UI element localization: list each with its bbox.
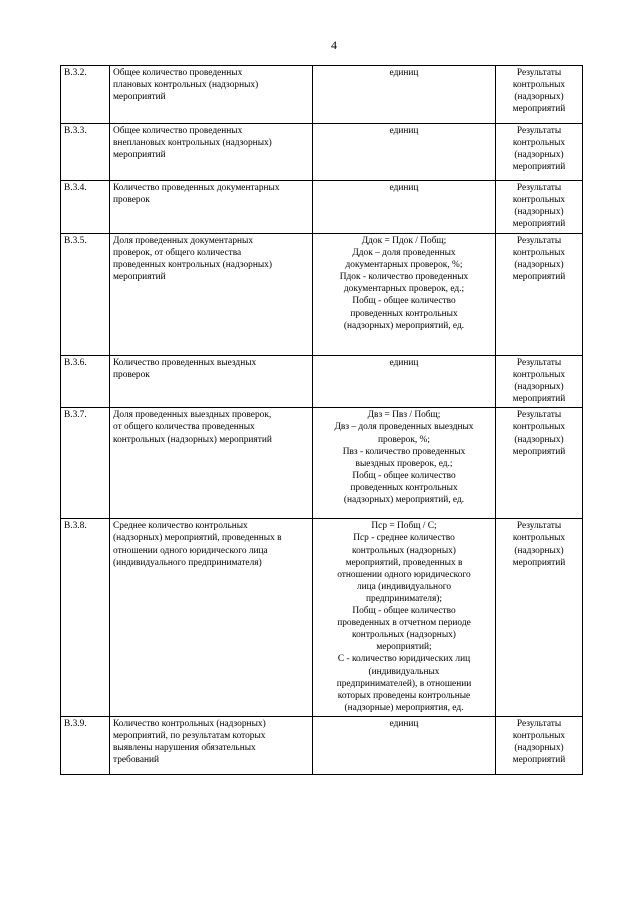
indicator-name bbox=[110, 356, 313, 408]
table-row bbox=[61, 181, 583, 234]
indicator-source-line: (надзорных) bbox=[514, 207, 564, 218]
indicator-source-line: мероприятий bbox=[512, 272, 566, 283]
indicator-formula-line: Пвз - количество проведенных bbox=[342, 446, 466, 457]
indicator-source-line: мероприятий bbox=[512, 755, 566, 766]
indicator-code: В.3.4. bbox=[61, 181, 110, 234]
indicator-formula-line: единиц bbox=[389, 358, 419, 368]
indicator-name-line: внеплановых контрольных (надзорных) bbox=[113, 138, 272, 149]
indicator-name-line: Доля проведенных выездных проверок, bbox=[113, 410, 272, 421]
indicator-source bbox=[496, 234, 583, 356]
indicator-name bbox=[110, 124, 313, 181]
indicator-formula-line: Пср = Побщ / С; bbox=[371, 521, 437, 532]
indicator-formula-line: Побщ - общее количество bbox=[352, 606, 456, 617]
indicator-name-line: проверок bbox=[113, 370, 150, 381]
indicator-name-line: Количество проведенных документарных bbox=[113, 183, 280, 193]
indicator-code: В.3.3. bbox=[61, 124, 110, 181]
indicator-formula-line: отношении одного юридического bbox=[337, 569, 471, 580]
indicator-formula bbox=[313, 181, 496, 234]
indicator-formula-line: (надзорных) мероприятий, ед. bbox=[343, 320, 465, 331]
indicator-formula-line: лица (индивидуального bbox=[356, 581, 452, 592]
indicator-name-line: Количество проведенных выездных bbox=[113, 358, 257, 368]
indicator-source-line: (надзорных) bbox=[514, 545, 564, 556]
indicator-source-line: контрольных bbox=[512, 730, 566, 741]
table-row bbox=[61, 408, 583, 519]
indicator-name-line: мероприятий bbox=[113, 92, 166, 103]
indicator-formula-line: контрольных (надзорных) bbox=[352, 545, 456, 556]
indicator-name-line: отношении одного юридического лица bbox=[113, 545, 268, 556]
indicator-source-line: мероприятий bbox=[512, 104, 566, 115]
indicator-source bbox=[496, 356, 583, 408]
indicator-name bbox=[110, 234, 313, 356]
indicator-code: В.3.8. bbox=[61, 519, 110, 717]
indicator-formula-line: Побщ - общее количество bbox=[352, 470, 456, 481]
indicator-source-line: (надзорных) bbox=[514, 382, 564, 393]
indicator-formula-line: (надзорные) мероприятия, ед. bbox=[344, 702, 464, 713]
indicator-name bbox=[110, 408, 313, 519]
indicator-source-line: Результаты bbox=[516, 236, 562, 246]
indicator-name-line: Среднее количество контрольных bbox=[113, 521, 248, 532]
indicator-formula-line: Двз = Пвз / Побщ; bbox=[367, 410, 441, 421]
indicator-source bbox=[496, 66, 583, 124]
indicator-name-line: Общее количество проведенных bbox=[113, 126, 243, 136]
table-row bbox=[61, 124, 583, 181]
indicator-formula-line: единиц bbox=[389, 183, 419, 193]
indicator-formula-line: документарных проверок, ед.; bbox=[343, 284, 465, 295]
indicator-name-line: от общего количества проведенных bbox=[113, 422, 255, 433]
indicator-code: В.3.2. bbox=[61, 66, 110, 124]
indicator-name-line: проведенных контрольных (надзорных) bbox=[113, 260, 272, 271]
indicator-formula-line: выездных проверок, ед.; bbox=[355, 458, 453, 469]
table-row bbox=[61, 66, 583, 124]
indicator-source bbox=[496, 716, 583, 774]
indicator-source-line: (надзорных) bbox=[514, 434, 564, 445]
indicator-name-line: Общее количество проведенных bbox=[113, 68, 243, 78]
indicator-name-line: мероприятий, по результатам которых bbox=[113, 730, 266, 741]
indicator-formula bbox=[313, 124, 496, 181]
indicator-formula bbox=[313, 234, 496, 356]
indicator-source-line: (надзорных) bbox=[514, 92, 564, 103]
indicator-source-line: (надзорных) bbox=[514, 743, 564, 754]
indicator-formula bbox=[313, 519, 496, 717]
indicator-formula-line: мероприятий, проведенных в bbox=[345, 557, 463, 568]
indicator-source-line: Результаты bbox=[516, 68, 562, 78]
indicator-source-line: контрольных bbox=[512, 138, 566, 149]
indicator-source-line: мероприятий bbox=[512, 219, 566, 230]
indicator-source-line: (надзорных) bbox=[514, 150, 564, 161]
indicator-source-line: Результаты bbox=[516, 718, 562, 729]
table-row bbox=[61, 716, 583, 774]
indicator-name-line: Количество контрольных (надзорных) bbox=[113, 718, 266, 729]
indicator-name-line: контрольных (надзорных) мероприятий bbox=[113, 434, 272, 445]
indicator-formula-line: проверок, %; bbox=[378, 434, 430, 445]
indicator-formula-line: единиц bbox=[389, 718, 419, 729]
indicator-source-line: Результаты bbox=[516, 410, 562, 421]
indicator-source-line: мероприятий bbox=[512, 162, 566, 173]
indicator-formula-line: Ддок – доля проведенных bbox=[352, 248, 456, 259]
indicator-code: В.3.9. bbox=[61, 716, 110, 774]
indicator-source bbox=[496, 408, 583, 519]
page-number: 4 bbox=[331, 38, 337, 52]
indicator-source bbox=[496, 181, 583, 234]
indicator-formula-line: (надзорных) мероприятий, ед. bbox=[343, 495, 465, 506]
table-row bbox=[61, 356, 583, 408]
indicator-source-line: контрольных bbox=[512, 248, 566, 259]
indicator-formula-line: С - количество юридических лиц bbox=[337, 654, 471, 665]
indicator-name bbox=[110, 66, 313, 124]
indicator-name-line: мероприятий bbox=[113, 272, 166, 283]
indicator-formula-line: контрольных (надзорных) bbox=[352, 630, 456, 641]
indicator-source-line: контрольных bbox=[512, 195, 566, 206]
indicator-source-line: Результаты bbox=[516, 521, 562, 532]
indicator-source-line: Результаты bbox=[516, 126, 562, 136]
indicator-source-line: (надзорных) bbox=[514, 260, 564, 271]
indicator-formula-line: которых проведены контрольные bbox=[337, 690, 471, 701]
indicator-formula bbox=[313, 408, 496, 519]
indicator-formula-line: Ддок = Пдок / Побщ; bbox=[361, 236, 447, 246]
indicator-formula-line: Двз – доля проведенных выездных bbox=[334, 422, 474, 433]
indicator-source-line: контрольных bbox=[512, 533, 566, 544]
indicator-name-line: проверок, от общего количества bbox=[113, 248, 242, 259]
indicator-formula-line: Побщ - общее количество bbox=[352, 296, 456, 307]
table-row bbox=[61, 234, 583, 356]
indicator-source bbox=[496, 124, 583, 181]
indicator-name-line: Доля проведенных документарных bbox=[113, 236, 254, 246]
indicator-name-line: (надзорных) мероприятий, проведенных в bbox=[113, 533, 282, 544]
indicator-name-line: проверок bbox=[113, 195, 150, 206]
indicator-code: В.3.6. bbox=[61, 356, 110, 408]
indicator-formula-line: мероприятий; bbox=[376, 642, 432, 653]
indicator-formula-line: единиц bbox=[389, 68, 419, 78]
indicator-name bbox=[110, 181, 313, 234]
indicators-table-body bbox=[61, 66, 583, 775]
indicator-formula bbox=[313, 716, 496, 774]
indicator-formula-line: проведенных контрольных bbox=[350, 308, 458, 319]
indicator-source-line: мероприятий bbox=[512, 446, 566, 457]
indicator-source-line: Результаты bbox=[516, 183, 562, 193]
indicator-name bbox=[110, 519, 313, 717]
indicator-code: В.3.5. bbox=[61, 234, 110, 356]
indicator-source-line: контрольных bbox=[512, 80, 566, 91]
indicator-name-line: требований bbox=[113, 755, 160, 766]
indicator-source-line: контрольных bbox=[512, 370, 566, 381]
indicator-formula-line: предпринимателя); bbox=[365, 593, 443, 604]
indicator-name-line: (индивидуального предпринимателя) bbox=[113, 557, 262, 568]
indicator-formula-line: единиц bbox=[389, 126, 419, 136]
indicator-source-line: Результаты bbox=[516, 358, 562, 368]
indicator-formula bbox=[313, 356, 496, 408]
indicator-source-line: контрольных bbox=[512, 422, 566, 433]
indicator-source bbox=[496, 519, 583, 717]
indicator-source-line: мероприятий bbox=[512, 557, 566, 568]
indicator-formula-line: проведенных в отчетном периоде bbox=[337, 618, 471, 629]
indicator-code: В.3.7. bbox=[61, 408, 110, 519]
indicator-formula-line: проведенных контрольных bbox=[350, 482, 458, 493]
indicator-name bbox=[110, 716, 313, 774]
indicator-formula-line: Пср - среднее количество bbox=[353, 533, 455, 544]
indicator-formula-line: предпринимателей), в отношении bbox=[336, 678, 472, 689]
indicator-name-line: мероприятий bbox=[113, 150, 166, 161]
indicator-formula-line: Пдок - количество проведенных bbox=[339, 272, 469, 283]
indicator-formula-line: (индивидуальных bbox=[368, 666, 440, 677]
indicator-formula bbox=[313, 66, 496, 124]
table-row bbox=[61, 519, 583, 717]
indicators-table bbox=[60, 65, 583, 775]
indicator-source-line: мероприятий bbox=[512, 394, 566, 405]
indicator-name-line: плановых контрольных (надзорных) bbox=[113, 80, 259, 91]
indicator-name-line: выявлены нарушения обязательных bbox=[113, 743, 256, 754]
indicator-formula-line: документарных проверок, %; bbox=[345, 260, 463, 271]
